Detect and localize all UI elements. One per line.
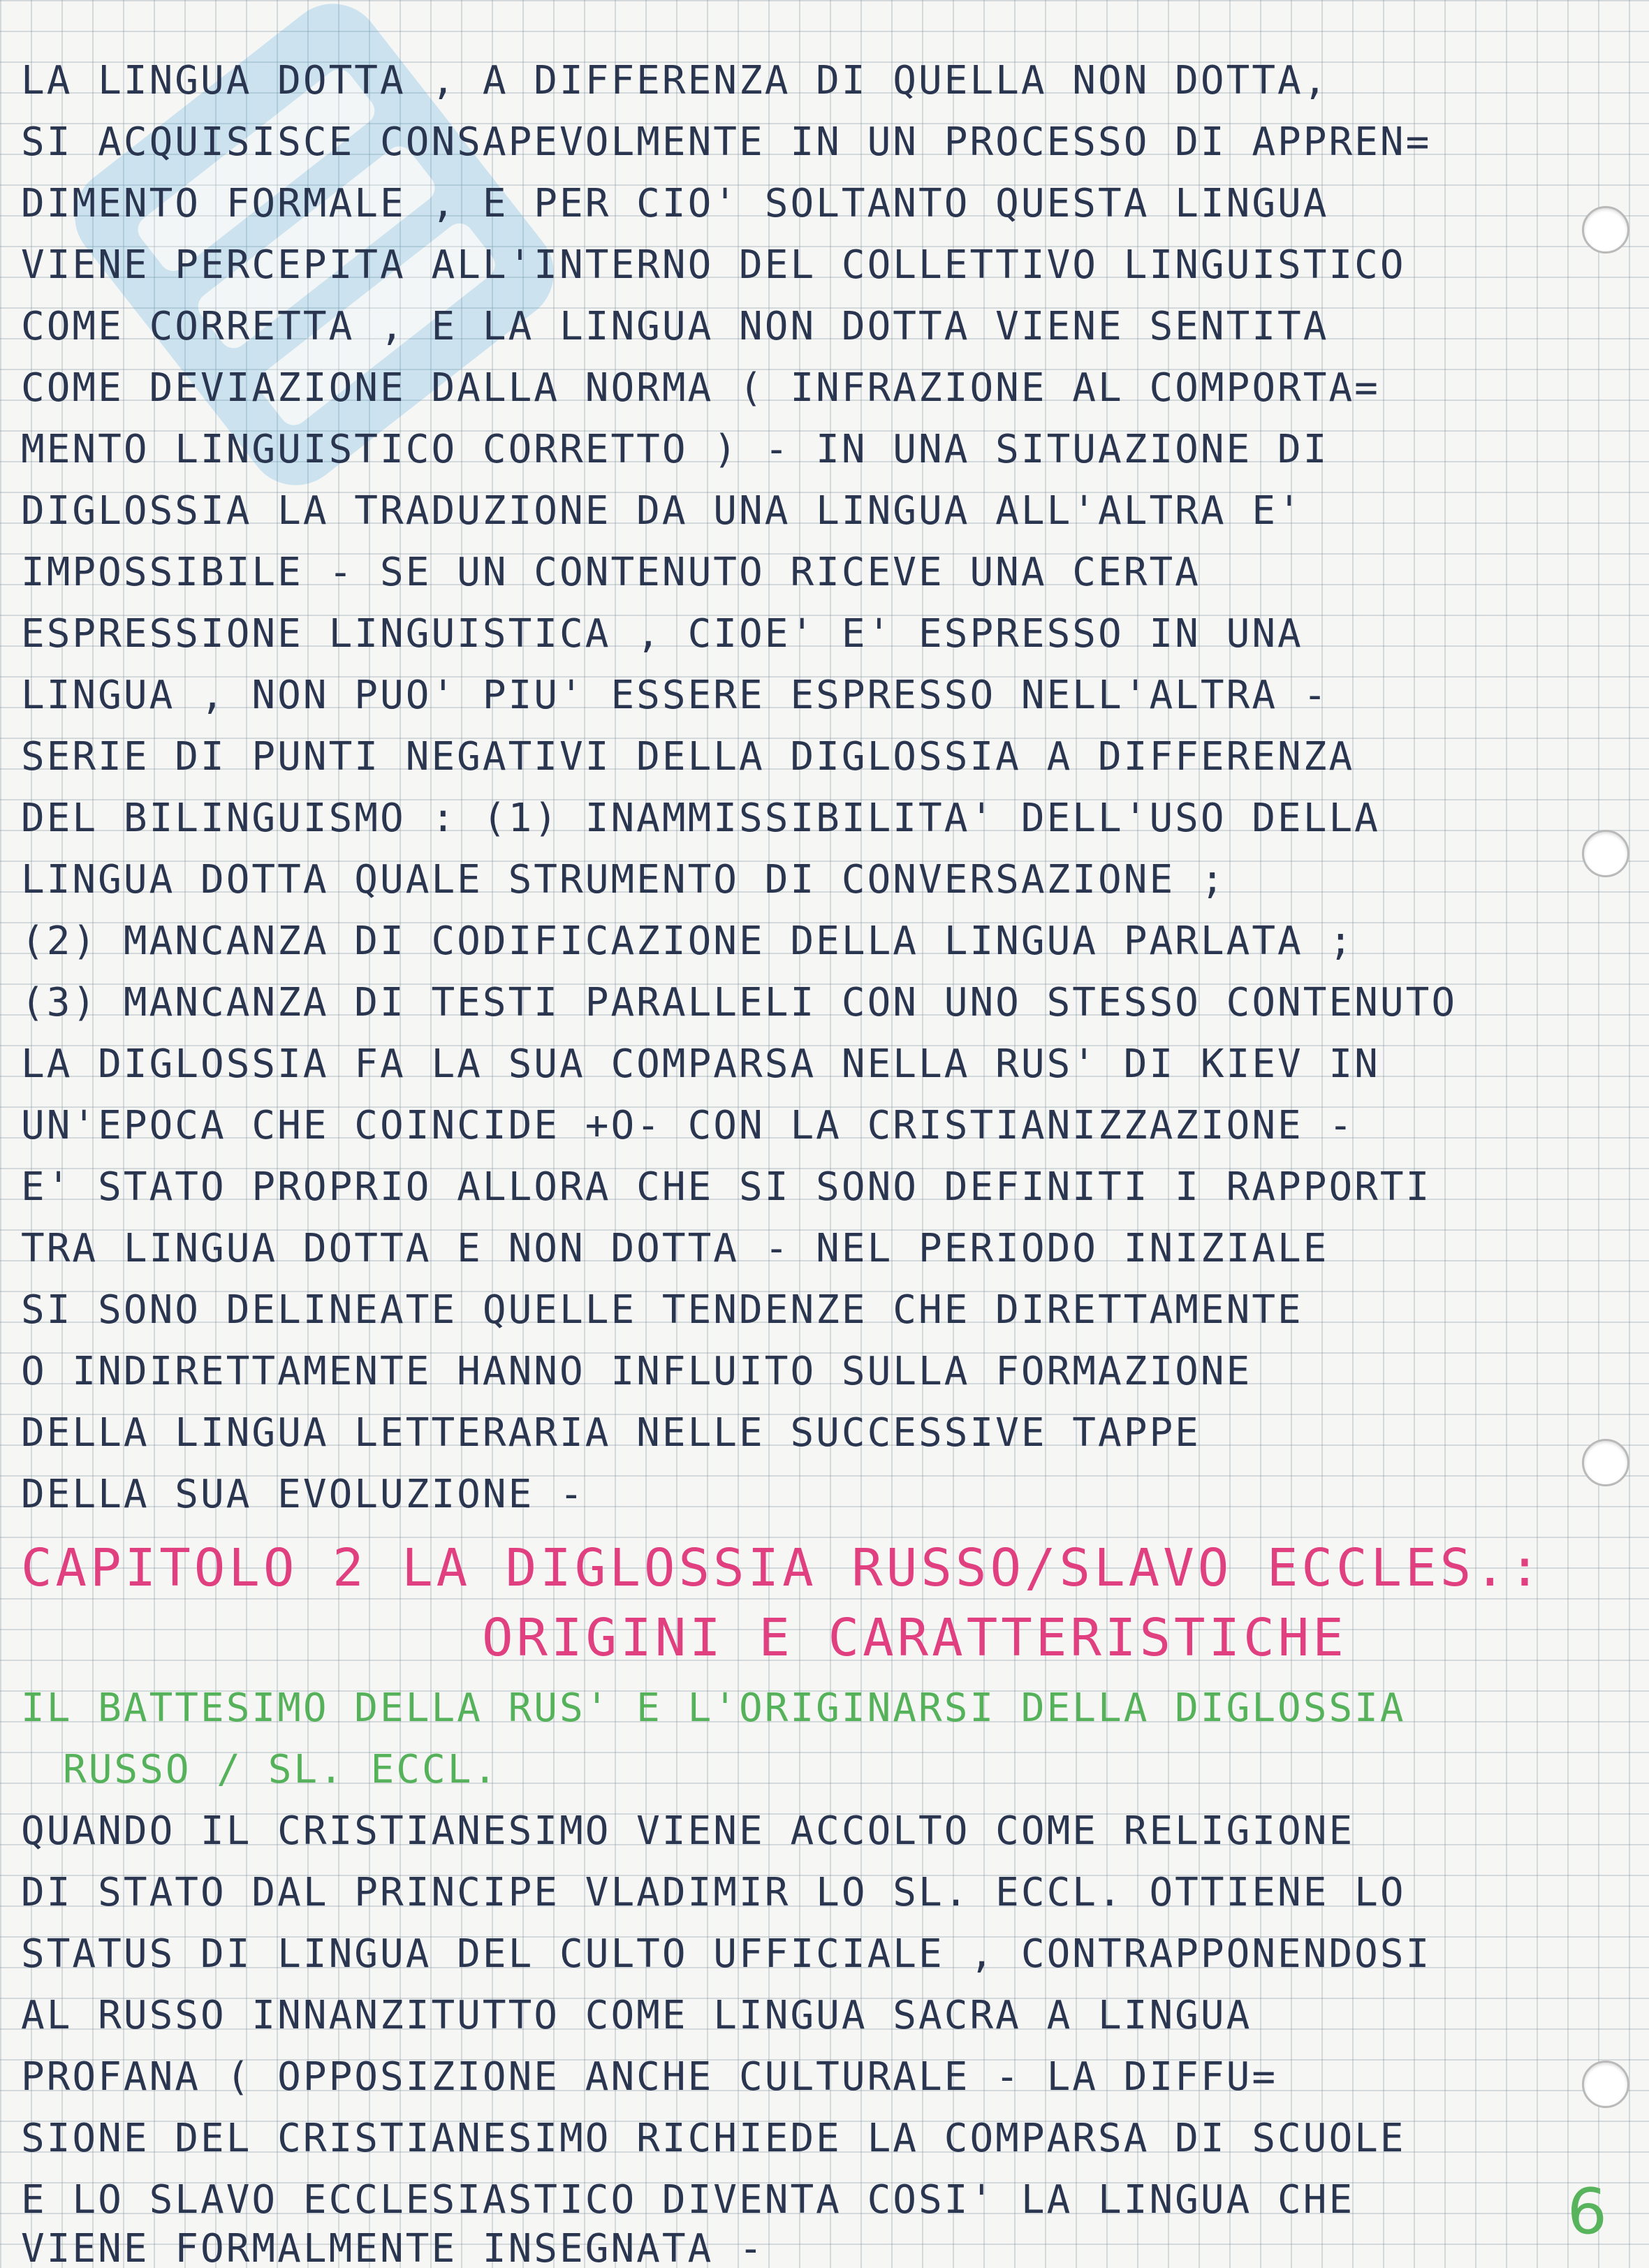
note-line: COME DEVIAZIONE DALLA NORMA ( INFRAZIONE AL COMPORTA= (21, 365, 1380, 411)
binder-hole (1582, 2061, 1629, 2108)
note-line: DI STATO DAL PRINCIPE VLADIMIR LO SL. ECCL. OTTIENE LO (21, 1870, 1406, 1915)
note-line: O INDIRETTAMENTE HANNO INFLUITO SULLA FORMAZIONE (21, 1349, 1252, 1394)
chapter-title: CAPITOLO 2 LA DIGLOSSIA RUSSO/SLAVO ECCLES.: (21, 1538, 1544, 1598)
note-line: MENTO LINGUISTICO CORRETTO ) - IN UNA SITUAZIONE DI (21, 427, 1329, 472)
note-line: TRA LINGUA DOTTA E NON DOTTA - NEL PERIODO INIZIALE (21, 1226, 1329, 1271)
note-line: (2) MANCANZA DI CODIFICAZIONE DELLA LINGUA PARLATA ; (21, 919, 1355, 964)
note-line: DELLA SUA EVOLUZIONE - (21, 1472, 585, 1517)
note-line: QUANDO IL CRISTIANESIMO VIENE ACCOLTO COME RELIGIONE (21, 1808, 1355, 1854)
note-line: LINGUA , NON PUO' PIU' ESSERE ESPRESSO NELL'ALTRA - (21, 673, 1329, 718)
binder-hole (1582, 1439, 1629, 1486)
note-line: LINGUA DOTTA QUALE STRUMENTO DI CONVERSAZIONE ; (21, 857, 1226, 902)
note-line: DEL BILINGUISMO : (1) INAMMISSIBILITA' DELL'USO DELLA (21, 796, 1380, 841)
note-line: DELLA LINGUA LETTERARIA NELLE SUCCESSIVE TAPPE (21, 1410, 1201, 1456)
note-line: ESPRESSIONE LINGUISTICA , CIOE' E' ESPRESSO IN UNA (21, 611, 1303, 657)
page-number: 6 (1567, 2175, 1607, 2248)
section-title: IL BATTESIMO DELLA RUS' E L'ORIGINARSI DELLA DIGLOSSIA (21, 1685, 1406, 1731)
note-line: SERIE DI PUNTI NEGATIVI DELLA DIGLOSSIA A DIFFERENZA (21, 734, 1355, 780)
note-line: PROFANA ( OPPOSIZIONE ANCHE CULTURALE - LA DIFFU= (21, 2054, 1278, 2100)
note-line: DIMENTO FORMALE , E PER CIO' SOLTANTO QUESTA LINGUA (21, 181, 1329, 226)
note-line: SIONE DEL CRISTIANESIMO RICHIEDE LA COMPARSA DI SCUOLE (21, 2116, 1406, 2161)
section-title-continuation: RUSSO / SL. ECCL. (63, 1747, 499, 1792)
note-line: E LO SLAVO ECCLESIASTICO DIVENTA COSI' LA LINGUA CHE (21, 2177, 1355, 2223)
note-line: LA LINGUA DOTTA , A DIFFERENZA DI QUELLA NON DOTTA, (21, 58, 1329, 103)
note-line: VIENE PERCEPITA ALL'INTERNO DEL COLLETTIVO LINGUISTICO (21, 242, 1406, 288)
chapter-subtitle: ORIGINI E CARATTERISTICHE (482, 1608, 1347, 1668)
note-line: STATUS DI LINGUA DEL CULTO UFFICIALE , CONTRAPPONENDOSI (21, 1931, 1432, 1977)
note-line: VIENE FORMALMENTE INSEGNATA - (21, 2226, 765, 2268)
note-line: AL RUSSO INNANZITUTTO COME LINGUA SACRA A LINGUA (21, 1993, 1252, 2038)
note-line: COME CORRETTA , E LA LINGUA NON DOTTA VIENE SENTITA (21, 304, 1329, 349)
note-line: SI ACQUISISCE CONSAPEVOLMENTE IN UN PROCESSO DI APPREN= (21, 119, 1432, 165)
binder-hole (1582, 206, 1629, 254)
note-line: (3) MANCANZA DI TESTI PARALLELI CON UNO STESSO CONTENUTO (21, 980, 1458, 1025)
note-line: E' STATO PROPRIO ALLORA CHE SI SONO DEFINITI I RAPPORTI (21, 1164, 1432, 1210)
note-line: DIGLOSSIA LA TRADUZIONE DA UNA LINGUA ALL'ALTRA E' (21, 488, 1303, 534)
note-line: UN'EPOCA CHE COINCIDE +O- CON LA CRISTIANIZZAZIONE - (21, 1103, 1355, 1148)
note-line: IMPOSSIBILE - SE UN CONTENUTO RICEVE UNA CERTA (21, 550, 1201, 595)
binder-hole (1582, 830, 1629, 877)
note-line: LA DIGLOSSIA FA LA SUA COMPARSA NELLA RUS' DI KIEV IN (21, 1041, 1380, 1087)
note-line: SI SONO DELINEATE QUELLE TENDENZE CHE DIRETTAMENTE (21, 1287, 1303, 1333)
